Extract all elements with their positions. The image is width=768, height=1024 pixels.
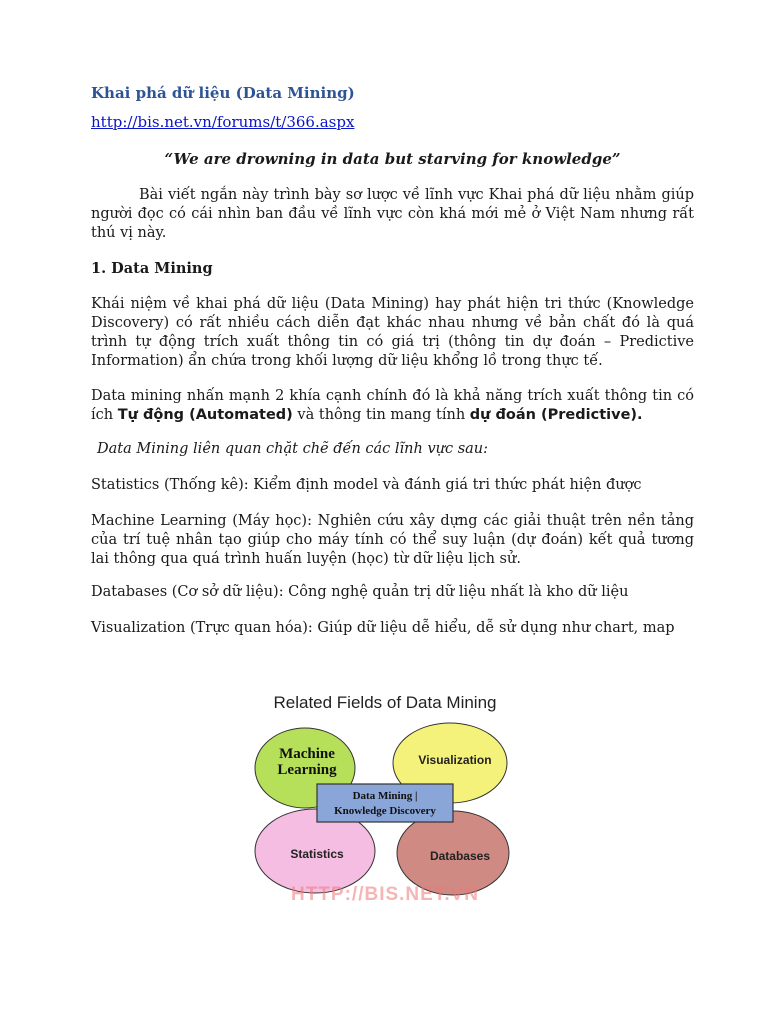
- field-visualization: Visualization (Trực quan hóa): Giúp dữ liệu dễ hiểu, dễ sử dụng như chart, map: [91, 620, 675, 636]
- diagram-canvas: [245, 678, 525, 908]
- emphasis-paragraph: [91, 387, 694, 425]
- visualization-label: Visualization: [418, 753, 492, 767]
- watermark: HTTP://BIS.NET.VN: [290, 884, 480, 905]
- definition-paragraph: Khái niệm về khai phá dữ liệu (Data Mining) hay phát hiện tri thức (Knowledge Discovery) có rất nhiều cách diễn đạt khác nhau nhưng về bản chất đó là quá trình tự động trích xuất thông tin có giá trị (thông tin dự đoán – Predictive Information) ẩn chứa trong khối lượng dữ liệu khổng lồ trong thực tế.: [91, 296, 694, 369]
- center-label-line2: Knowledge Discovery: [334, 805, 436, 817]
- databases-label: Databases: [429, 849, 491, 863]
- predictive-term: dự đoán (Predictive).: [469, 407, 643, 423]
- automated-term: Tự động (Automated): [117, 407, 293, 423]
- related-fields-diagram: [245, 678, 525, 908]
- section-heading-data-mining: 1. Data Mining: [91, 260, 213, 277]
- related-intro: Data Mining liên quan chặt chẽ đến các lĩnh vực sau:: [97, 441, 489, 457]
- quote: “We are drowning in data but starving for knowledge”: [164, 150, 621, 168]
- field-machine-learning: Machine Learning (Máy học): Nghiên cứu xây dựng các giải thuật trên nền tảng của trí tuệ nhân tạo giúp cho máy tính có thể suy luận (dự đoán) kết quả tương lai thông qua quá trình huấn luyện (học) từ dữ liệu lịch sử.: [91, 513, 694, 567]
- emphasis-lead: Data mining nhấn mạnh 2 khía cạnh chính đó là khả năng trích xuất thông tin có ích: [91, 388, 694, 423]
- field-statistics: Statistics (Thống kê): Kiểm định model và đánh giá tri thức phát hiện được: [91, 477, 642, 493]
- machine-label: Machine: [279, 746, 335, 762]
- center-label-line1: Data Mining |: [352, 790, 418, 802]
- intro-paragraph: Bài viết ngắn này trình bày sơ lược về lĩnh vực Khai phá dữ liệu nhằm giúp người đọc có cái nhìn ban đầu về lĩnh vực còn khá mới mẻ ở Việt Nam nhưng rất thú vị này.: [91, 187, 694, 241]
- learning-label: Learning: [277, 762, 337, 778]
- diagram-title: Related Fields of Data Mining: [273, 693, 497, 712]
- statistics-label: Statistics: [290, 847, 344, 861]
- document-title: Khai phá dữ liệu (Data Mining): [91, 84, 355, 102]
- field-databases: Databases (Cơ sở dữ liệu): Công nghệ quản trị dữ liệu nhất là kho dữ liệu: [91, 584, 629, 600]
- source-link[interactable]: http://bis.net.vn/forums/t/366.aspx: [91, 113, 355, 131]
- emphasis-and: và thông tin mang tính: [292, 407, 470, 423]
